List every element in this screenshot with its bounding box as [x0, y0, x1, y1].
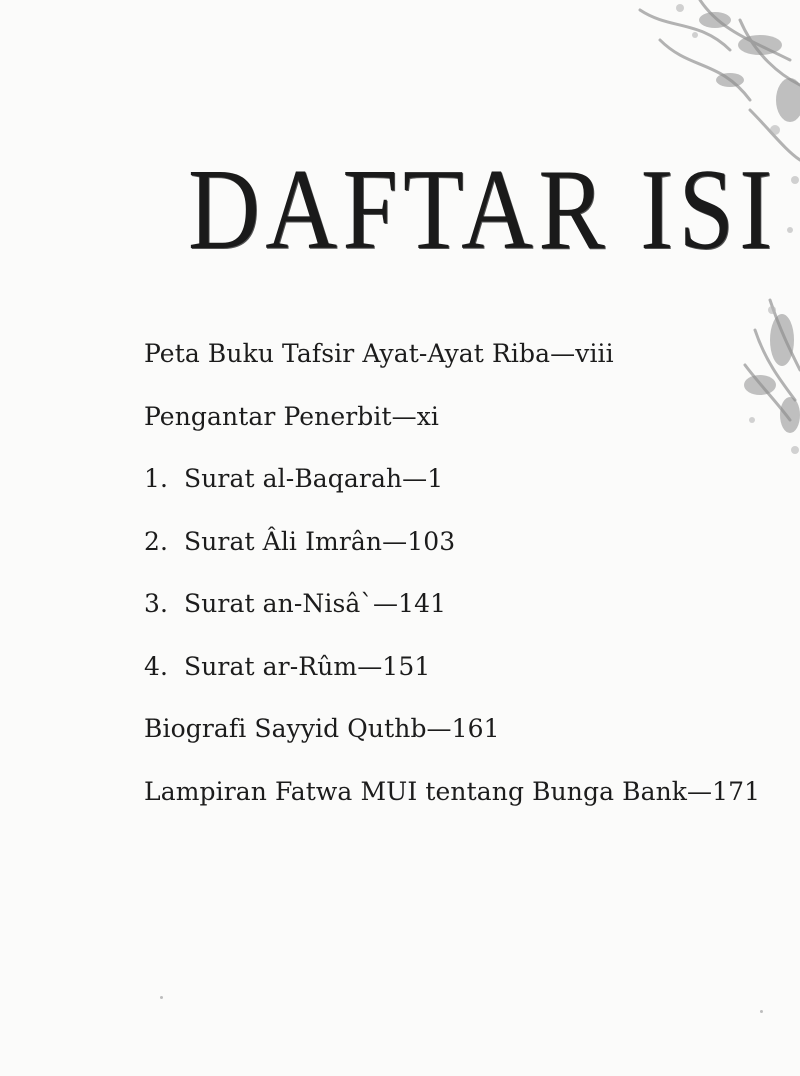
toc-entry-text: Surat Âli Imrân—103	[184, 526, 456, 556]
toc-entry-text: Surat al-Baqarah—1	[184, 464, 444, 493]
toc-entry[interactable]	[144, 522, 760, 585]
paper-speck	[160, 996, 163, 999]
toc-entry-number: 3.	[144, 589, 169, 618]
toc-entry-text: Pengantar Penerbit—xi	[144, 401, 440, 431]
toc-entry[interactable]	[144, 647, 760, 710]
toc-entry-number: 2.	[144, 526, 169, 556]
toc-entry-text: Surat ar-Rûm—151	[184, 651, 431, 681]
toc-entry-text: Biografi Sayyid Quthb—161	[144, 714, 500, 743]
toc-entry-number: 4.	[144, 651, 169, 681]
page-title: DAFTAR ISI	[188, 146, 778, 274]
toc-entry-text: Lampiran Fatwa MUI tentang Bunga Bank—171	[144, 776, 761, 806]
toc-entry[interactable]	[144, 459, 760, 522]
toc-entry-text: Surat an-Nisâ`—141	[184, 589, 447, 618]
toc-entry[interactable]	[144, 334, 760, 397]
toc-entry[interactable]	[144, 772, 760, 835]
toc-entry[interactable]	[144, 709, 760, 772]
toc-entry[interactable]	[144, 397, 760, 460]
toc-entry-text: Peta Buku Tafsir Ayat-Ayat Riba—viii	[144, 339, 614, 368]
toc-entry-number: 1.	[144, 464, 169, 493]
toc-entry[interactable]	[144, 584, 760, 647]
table-of-contents	[144, 334, 760, 834]
paper-speck	[760, 1010, 763, 1013]
